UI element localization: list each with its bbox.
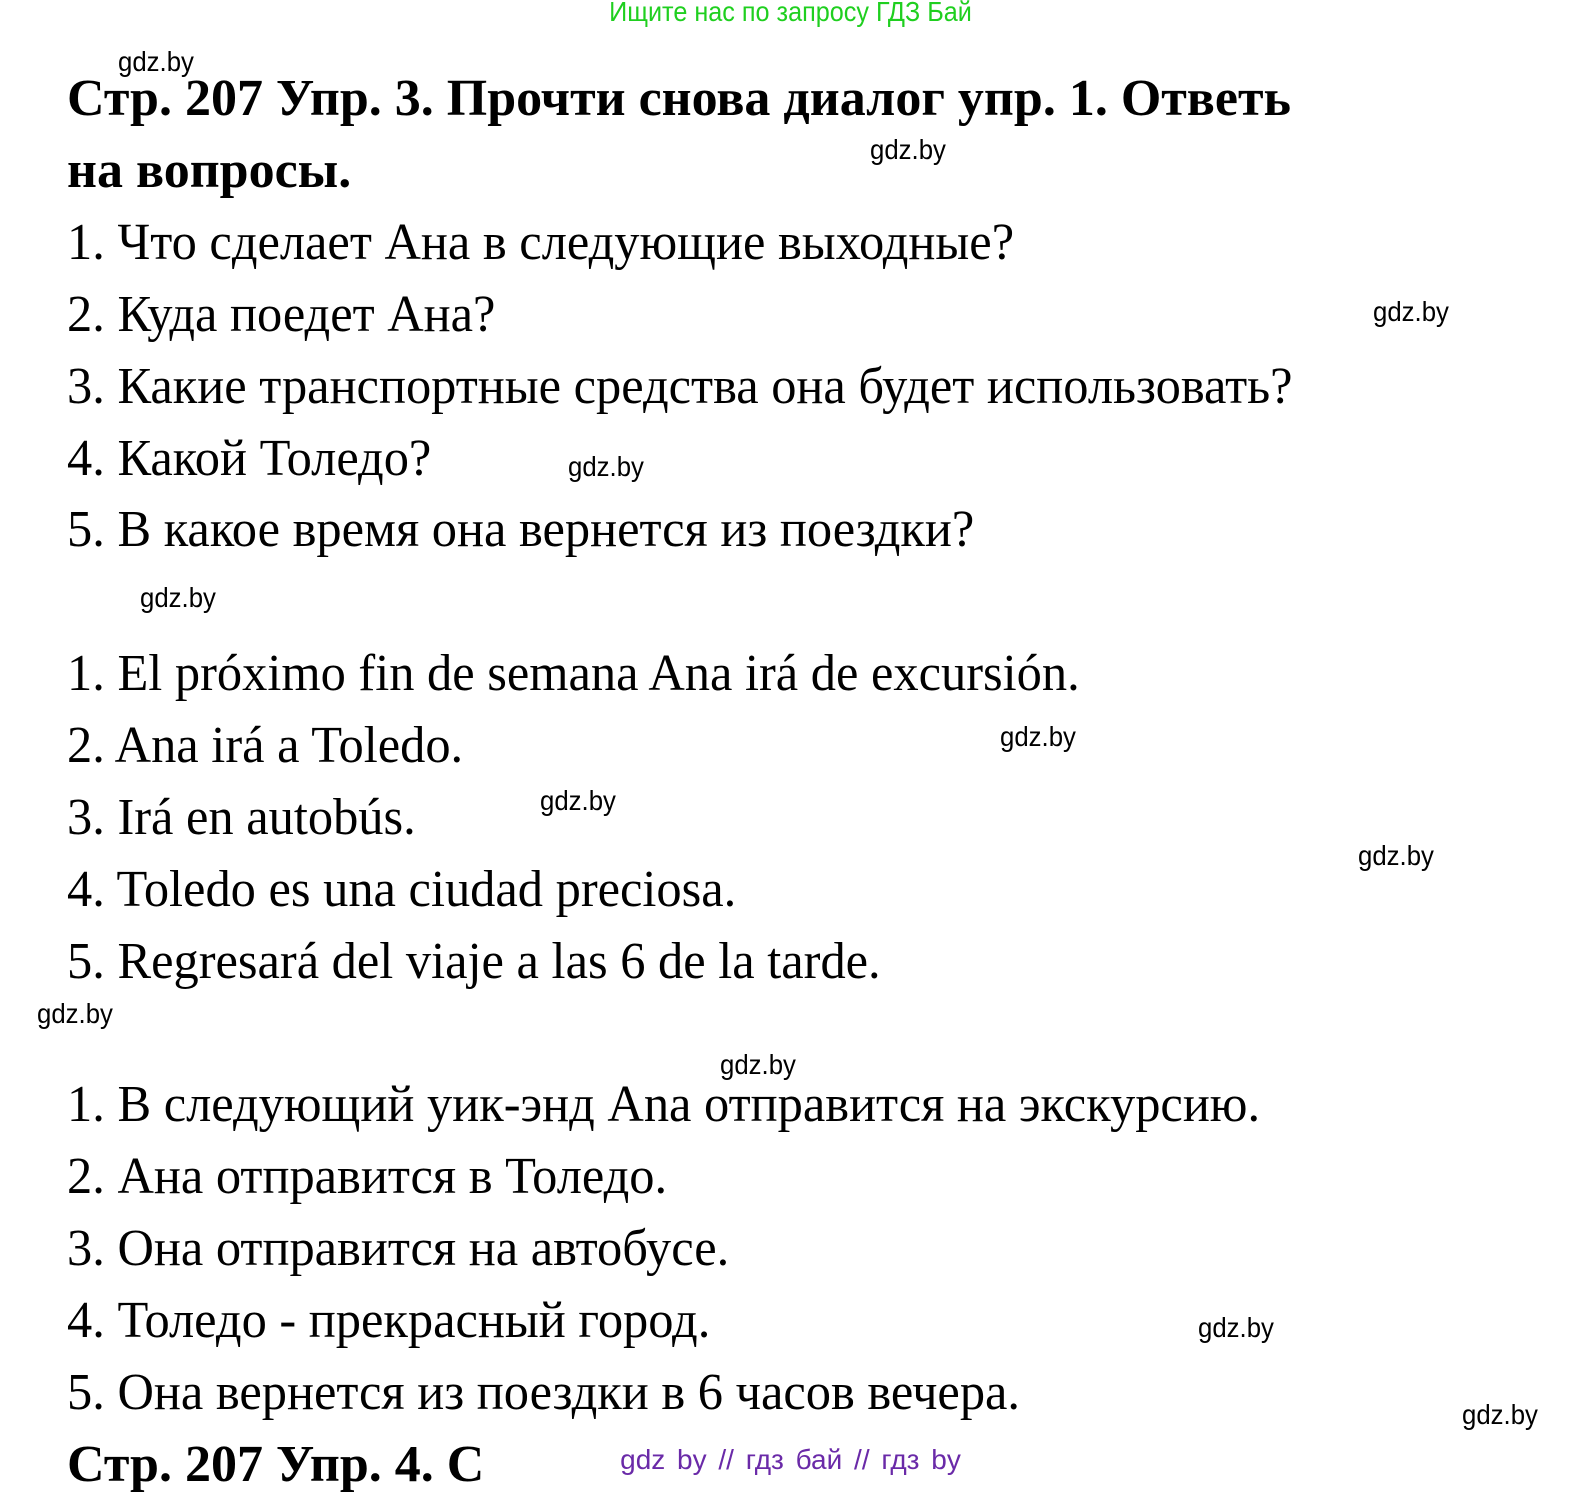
answer-ru-1: 1. В следующий уик-энд Ana отправится на экскурсию. [67,1076,1261,1133]
watermark: gdz.by [118,46,194,77]
footer-links: gdz by // гдз бай // гдз by [620,1444,961,1475]
answer-ru-5: 5. Она вернется из поездки в 6 часов вечера. [67,1364,1021,1421]
watermark: gdz.by [1000,721,1076,752]
watermark: gdz.by [140,582,216,613]
exercise-heading-cont: на вопросы. [67,142,352,199]
answer-ru-3: 3. Она отправится на автобусе. [67,1220,730,1277]
answer-es-1: 1. El próximo fin de semana Ana irá de excursión. [67,645,1080,702]
question-3: 3. Какие транспортные средства она будет использовать? [67,358,1293,415]
exercise-heading: Стр. 207 Упр. 3. Прочти снова диалог упр. 1. Ответь [67,70,1292,127]
next-exercise-heading-clipped: Стр. 207 Упр. 4. С [67,1436,485,1493]
search-banner: Ищите нас по запросу ГДЗ Бай [609,0,972,27]
watermark: gdz.by [37,998,113,1029]
answer-es-3: 3. Irá en autobús. [67,789,416,846]
watermark: gdz.by [870,134,946,165]
watermark: gdz.by [1462,1399,1538,1430]
watermark: gdz.by [720,1049,796,1080]
question-5: 5. В какое время она вернется из поездки? [67,501,975,558]
watermark: gdz.by [540,785,616,816]
question-4: 4. Какой Толедо? [67,430,432,487]
answer-es-4: 4. Toledo es una ciudad preciosa. [67,861,737,918]
answer-es-5: 5. Regresará del viaje a las 6 de la tarde. [67,933,881,990]
watermark: gdz.by [1373,296,1449,327]
answer-ru-2: 2. Ана отправится в Толедо. [67,1148,668,1205]
question-1: 1. Что сделает Ана в следующие выходные? [67,214,1015,271]
watermark: gdz.by [568,451,644,482]
watermark: gdz.by [1358,840,1434,871]
answer-es-2: 2. Ana irá a Toledo. [67,717,464,774]
watermark: gdz.by [1198,1312,1274,1343]
question-2: 2. Куда поедет Ана? [67,286,496,343]
answer-ru-4: 4. Толедо - прекрасный город. [67,1292,711,1349]
